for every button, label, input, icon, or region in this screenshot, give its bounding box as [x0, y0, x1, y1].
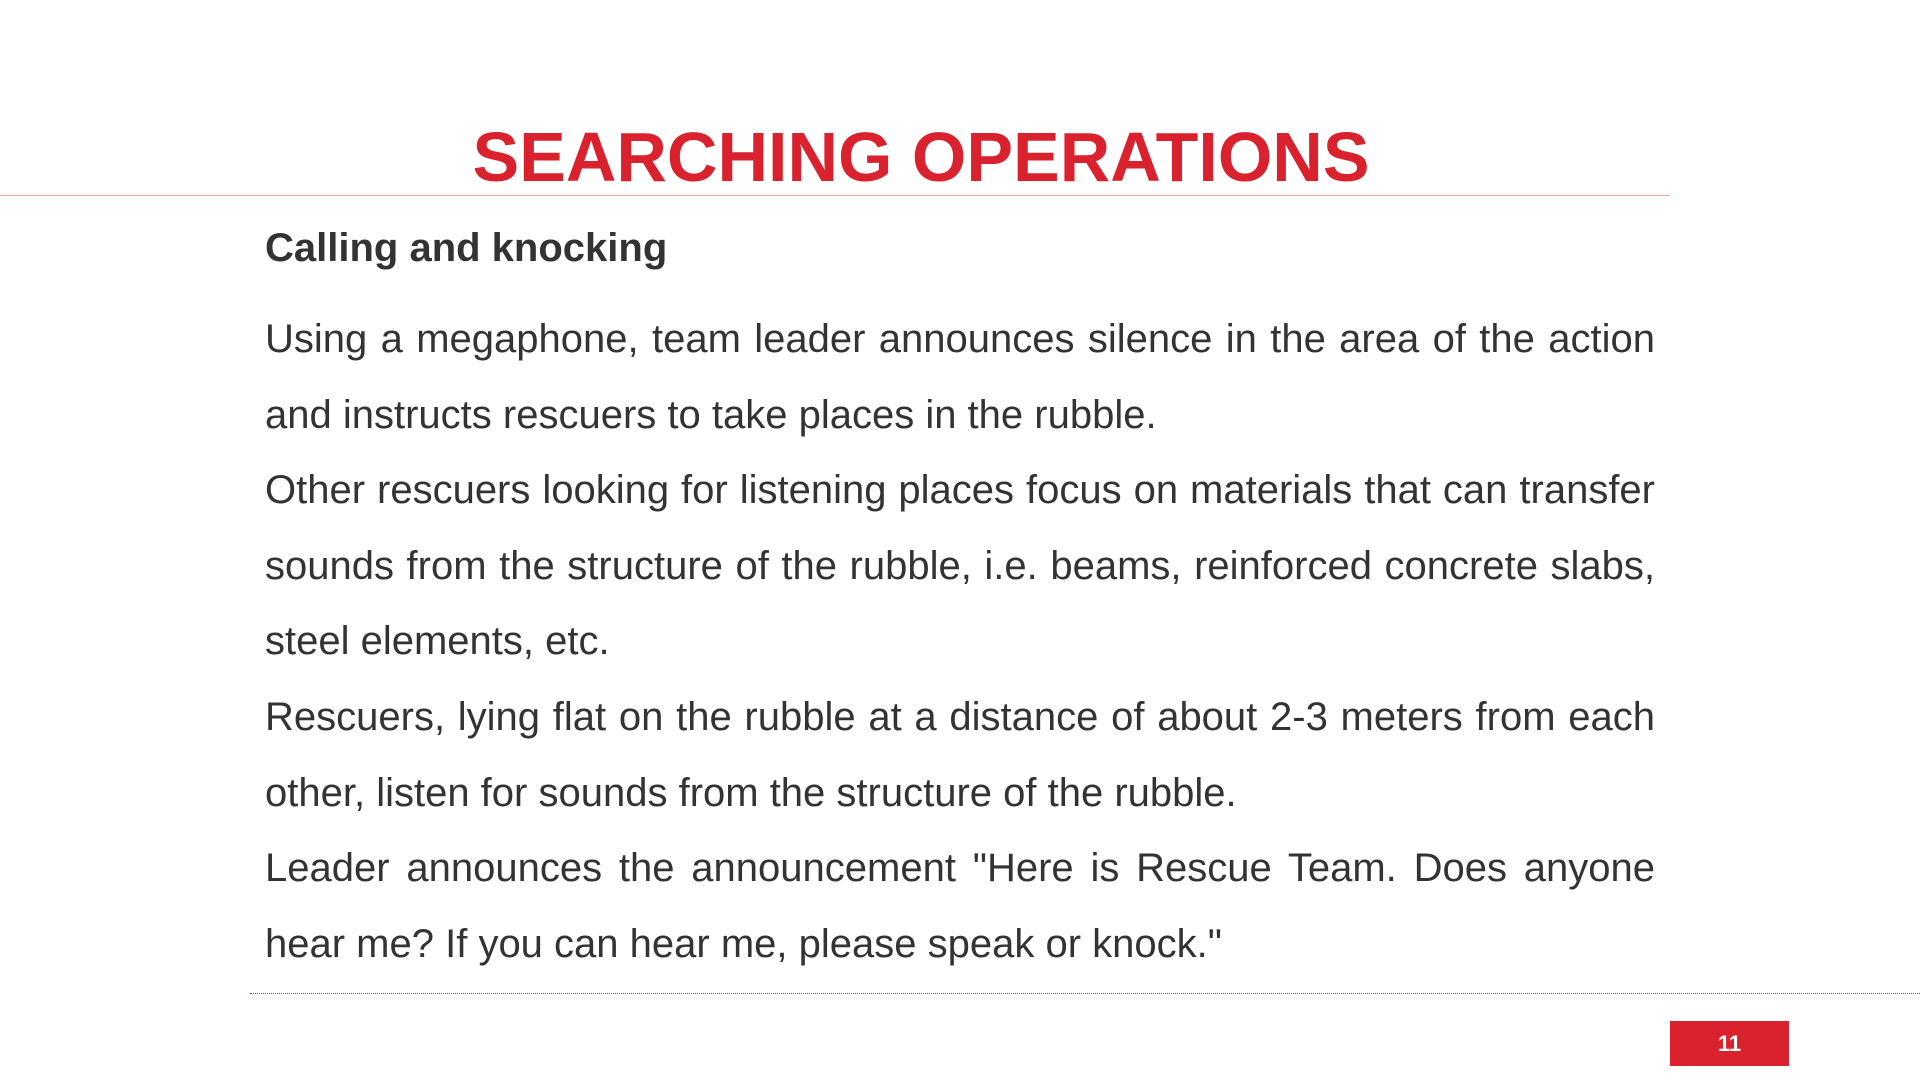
footer-divider	[250, 993, 1920, 994]
paragraph-listening-places: Other rescuers looking for listening places focus on materials that can transfer sounds from the structure of the rubble, i.e. beams, reinforced concrete slabs, steel elements, etc.	[265, 468, 1655, 664]
slide-title: SEARCHING OPERATIONS	[472, 118, 1370, 196]
body-text	[265, 302, 1655, 982]
paragraph-announcement: Leader announces the announcement "Here is Rescue Team. Does anyone hear me? If you can hear me, please speak or knock."	[265, 846, 1655, 966]
title-divider	[0, 195, 1670, 196]
paragraph-rescuers-lying: Rescuers, lying flat on the rubble at a distance of about 2-3 meters from each other, listen for sounds from the structure of the rubble.	[265, 694, 1655, 815]
paragraph-megaphone: Using a megaphone, team leader announces silence in the area of the action and instructs rescuers to take places in the rubble.	[265, 317, 1655, 437]
section-subheading: Calling and knocking	[265, 226, 668, 270]
page-number-badge: 11	[1670, 1021, 1789, 1066]
